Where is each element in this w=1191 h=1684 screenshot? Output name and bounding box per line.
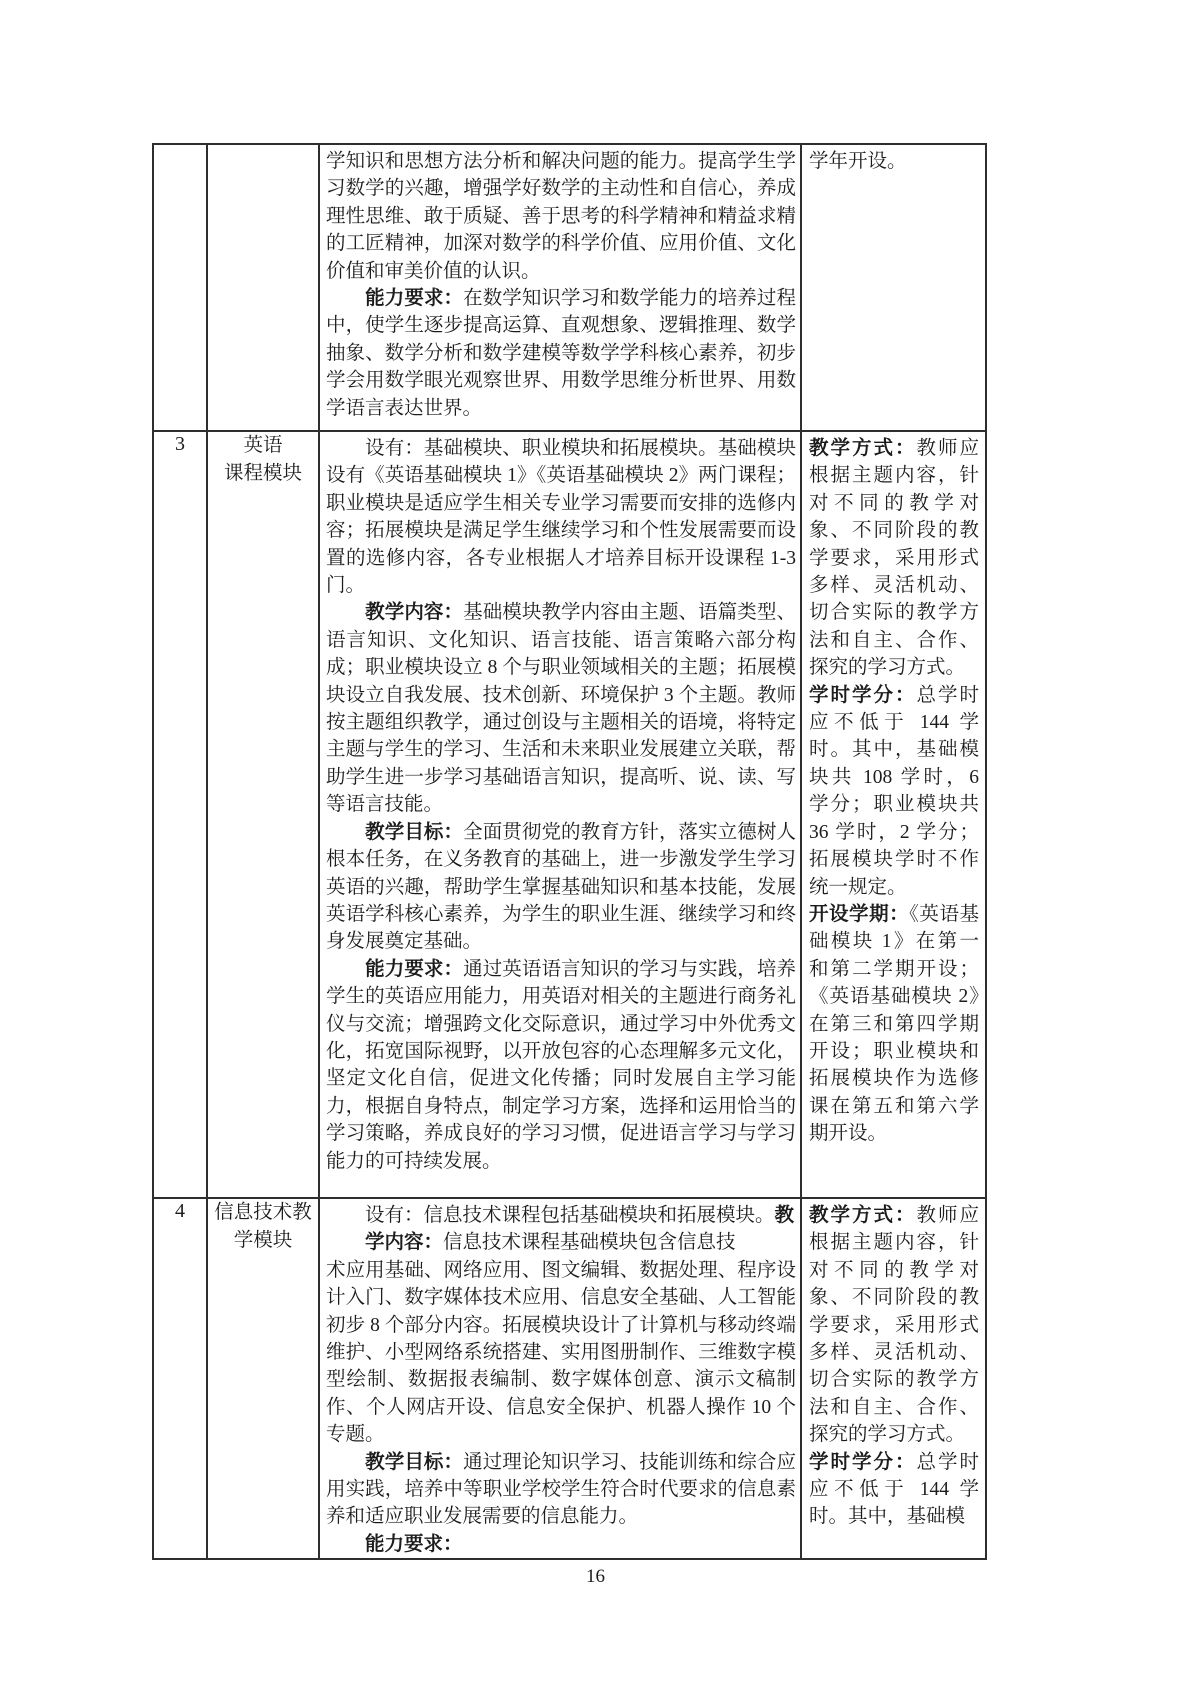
text-run: 全面贯彻党的教育方针，落实立德树人根本任务，在义务教育的基础上，进一步激发学生学习英语的兴趣，帮助学生掌握基础知识和基本技能，发展英语学科核心素养，为学生的职业生涯、继续学习和终身发展奠定基础。: [326, 821, 796, 953]
text-run: 教师应根据主题内容，针对不同的教学对象、不同阶段的教学要求，采用形式多样、灵活机动、切合实际的教学方法和自主、合作、探究的学习方式。: [809, 1205, 979, 1446]
text-run: [326, 822, 365, 843]
bold-label: 教学内容：: [365, 602, 464, 624]
text-run: [326, 288, 365, 309]
course-name-cell: [207, 431, 319, 1198]
bold-label: 开设学期：: [809, 903, 910, 925]
paragraph: [809, 901, 979, 1148]
course-notes-cell: [801, 431, 986, 1198]
text-run: 设有：基础模块、职业模块和拓展模块。基础模块设有《英语基础模块 1》《英语基础模块 2》两门课程；职业模块是适应学生相关专业学习需要而安排的选修内容；拓展模块是满足学生继续学习和个性发展需要而设置的选修内容，各专业根据人才培养目标开设课程 1-3 门。: [326, 438, 796, 597]
course-name-line: 英语: [243, 435, 283, 456]
table-row: [153, 1198, 986, 1559]
text-run: 信息技术课程基础模块包含信息技: [443, 1232, 736, 1254]
text-run: 教师应根据主题内容，针对不同的教学对象、不同阶段的教学要求，采用形式多样、灵活机动、切合实际的教学方法和自主、合作、探究的学习方式。: [809, 438, 979, 679]
bold-label: 教学目标：: [365, 821, 464, 843]
course-name-line: 课程模块: [223, 463, 302, 484]
paragraph: [326, 599, 796, 818]
text-run: 学知识和思想方法分析和解决问题的能力。提高学生学习数学的兴趣，增强学好数学的主动性和自信心，养成理性思维、敢于质疑、善于思考的科学精神和精益求精的工匠精神，加深对数学的科学价值、应用价值、文化价值和审美价值的认识。: [326, 151, 796, 282]
course-name-line: 学模块: [233, 1230, 293, 1251]
text-run: [326, 959, 365, 980]
text-run: [326, 1232, 365, 1253]
text-run: [326, 1534, 365, 1555]
bold-label: 能力要求：: [365, 1533, 463, 1555]
paragraph: [326, 285, 796, 422]
paragraph: [326, 1449, 796, 1531]
paragraph: [809, 435, 979, 682]
course-description-cell: [319, 144, 801, 431]
text-run: 在数学知识学习和数学能力的培养过程中，使学生逐步提高运算、直观想象、逻辑推理、数学抽象、数学分析和数学建模等数学学科核心素养，初步学会用数学眼光观察世界、用数学思维分析世界、用数学语言表达世界。: [326, 288, 796, 419]
text-run: 通过英语语言知识的学习与实践，培养学生的英语应用能力，用英语对相关的主题进行商务礼仪与交流；增强跨文化交际意识，通过学习中外优秀文化，拓宽国际视野，以开放包容的心态理解多元文化，坚定文化自信，促进文化传播；同时发展自主学习能力，根据自身特点，制定学习方案，选择和运用恰当的学习策略，养成良好的学习习惯，促进语言学习与学习能力的可持续发展。: [326, 958, 796, 1172]
bold-label: 能力要求：: [365, 958, 464, 980]
paragraph: [326, 1202, 796, 1449]
text-run: 通过理论知识学习、技能训练和综合应用实践，培养中等职业学校学生符合时代要求的信息素养和适应职业发展需要的信息能力。: [326, 1451, 796, 1528]
paragraph: [326, 819, 796, 956]
bold-label: 学时学分：: [809, 684, 917, 706]
paragraph: [326, 148, 796, 285]
bold-label: 学内容：: [365, 1232, 444, 1254]
text-run: 总学时应不低于 144 学时。其中，基础模块共 108 学时，6 学分；职业模块共 36 学时，2 学分；拓展模块学时不作统一规定。: [809, 684, 979, 898]
paragraph: [809, 682, 979, 901]
curriculum-table-body: [153, 144, 986, 1559]
text-run: 设有：信息技术课程包括基础模块和拓展模块。: [326, 1205, 775, 1226]
curriculum-table: [152, 143, 987, 1560]
course-notes-cell: [801, 1198, 986, 1559]
text-run: 《英语基础模块 1》在第一和第二学期开设；《英语基础模块 2》在第三和第四学期开设；职业模块和拓展模块作为选修课在第五和第六学期开设。: [809, 903, 979, 1145]
bold-label: 学时学分：: [809, 1451, 917, 1473]
text-run: 总学时应不低于 144 学时。其中，基础模: [809, 1451, 979, 1528]
bold-label: 教学方式：: [809, 1205, 917, 1226]
text-run: 术应用基础、网络应用、图文编辑、数据处理、程序设计入门、数字媒体技术应用、信息安全基础、人工智能初步 8 个部分内容。拓展模块设计了计算机与移动终端维护、小型网络系统搭建、实用图册制作、三维数字模型绘制、数据报表编制、数字媒体创意、演示文稿制作、个人网店开设、信息安全保护、机器人操作 10 个专题。: [326, 1259, 796, 1446]
course-description-cell: [319, 1198, 801, 1559]
bold-label: 教学方式：: [809, 438, 917, 459]
paragraph: [326, 956, 796, 1175]
row-index-cell: 4: [153, 1198, 207, 1559]
course-notes-cell: [801, 144, 986, 431]
text-run: 学年开设。: [809, 151, 907, 172]
course-name-line: 信息技术教: [214, 1202, 312, 1223]
course-name-cell: [207, 1198, 319, 1559]
table-row: [153, 431, 986, 1198]
bold-label: 教学目标：: [365, 1451, 464, 1473]
bold-label: 教: [774, 1205, 795, 1226]
text-run: 基础模块教学内容由主题、语篇类型、语言知识、文化知识、语言技能、语言策略六部分构成；职业模块设立 8 个与职业领域相关的主题；拓展模块设立自我发展、技术创新、环境保护 3 个主题。教师按主题组织教学，通过创设与主题相关的语境，将特定主题与学生的学习、生活和未来职业发展建立关联，帮助学生进一步学习基础语言知识，提高听、说、读、写等语言技能。: [326, 602, 796, 816]
course-name-cell: [207, 144, 319, 431]
table-row: [153, 144, 986, 431]
paragraph: [809, 1449, 979, 1531]
row-index-cell: [153, 144, 207, 431]
paragraph: [809, 1202, 979, 1449]
page-number: 16: [586, 1566, 605, 1587]
paragraph: [326, 1531, 796, 1558]
text-run: [326, 602, 365, 623]
paragraph: [326, 435, 796, 599]
course-description-cell: [319, 431, 801, 1198]
text-run: [326, 1452, 365, 1473]
paragraph: [809, 148, 979, 175]
bold-label: 能力要求：: [365, 288, 464, 310]
row-index-cell: 3: [153, 431, 207, 1198]
